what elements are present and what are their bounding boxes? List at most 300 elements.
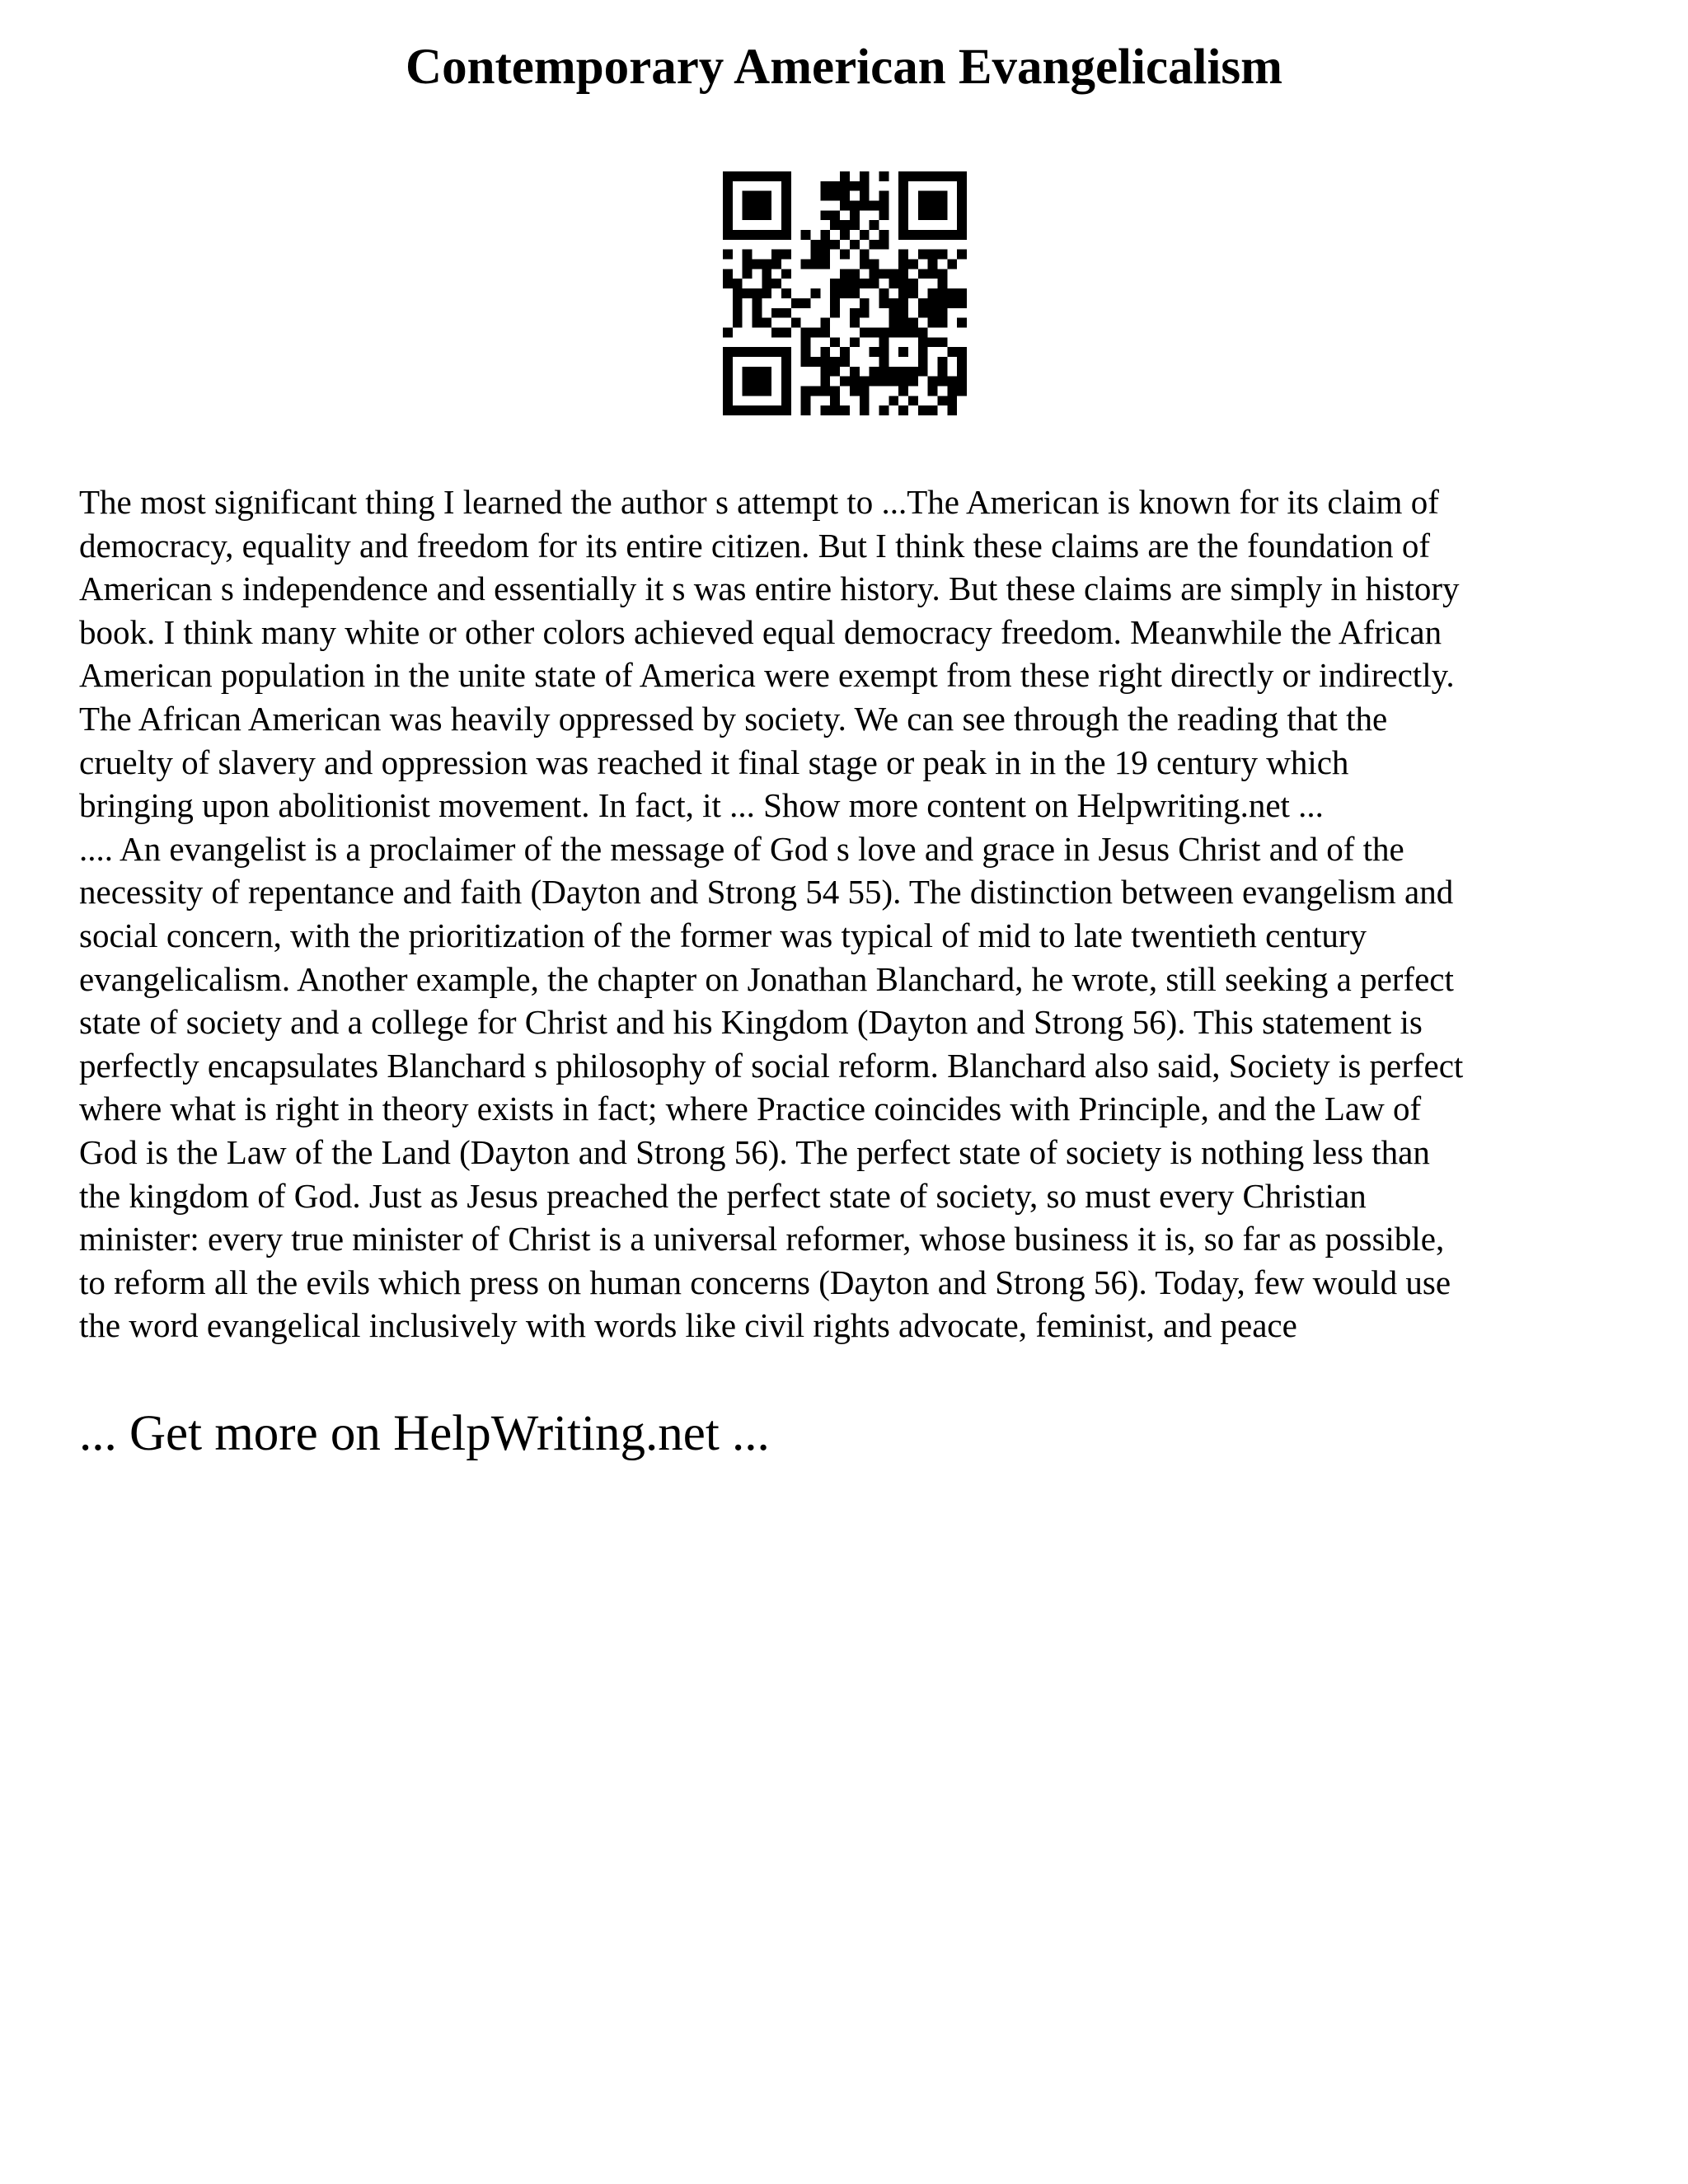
qr-module <box>840 171 850 181</box>
qr-module <box>762 279 771 288</box>
qr-module <box>957 181 967 191</box>
qr-module <box>811 327 821 337</box>
qr-module <box>733 347 743 357</box>
qr-module <box>898 288 908 298</box>
qr-module <box>762 230 771 240</box>
qr-module <box>791 318 801 328</box>
qr-module <box>743 230 753 240</box>
qr-module <box>918 347 928 357</box>
qr-module <box>830 210 840 220</box>
qr-module <box>801 337 811 347</box>
qr-module <box>957 288 967 298</box>
qr-module <box>850 240 860 250</box>
qr-module <box>830 181 840 191</box>
qr-module <box>879 298 889 308</box>
qr-module <box>898 367 908 377</box>
qr-module <box>723 377 733 387</box>
qr-module <box>830 298 840 308</box>
qr-module <box>860 396 870 405</box>
qr-module <box>811 260 821 269</box>
qr-module <box>898 327 908 337</box>
qr-module <box>879 327 889 337</box>
qr-module <box>723 210 733 220</box>
qr-module <box>889 396 898 405</box>
qr-module <box>743 201 753 211</box>
qr-module <box>840 405 850 415</box>
qr-module <box>908 279 918 288</box>
qr-module <box>918 405 928 415</box>
qr-module <box>879 288 889 298</box>
qr-module <box>753 201 762 211</box>
qr-module <box>928 337 938 347</box>
qr-module <box>820 230 830 240</box>
qr-module <box>889 308 898 318</box>
qr-module <box>820 405 830 415</box>
qr-module <box>840 220 850 230</box>
qr-module <box>957 377 967 387</box>
qr-module <box>811 288 821 298</box>
qr-module <box>937 201 947 211</box>
qr-module <box>898 181 908 191</box>
qr-module <box>771 171 781 181</box>
qr-module <box>781 347 791 357</box>
qr-module <box>840 377 850 387</box>
qr-module <box>820 367 830 377</box>
qr-module <box>850 279 860 288</box>
qr-module <box>820 327 830 337</box>
qr-module <box>743 367 753 377</box>
qr-module <box>889 327 898 337</box>
qr-module <box>762 171 771 181</box>
qr-module <box>753 298 762 308</box>
qr-module <box>723 405 733 415</box>
qr-module <box>723 201 733 211</box>
qr-module <box>753 171 762 181</box>
qr-module <box>830 220 840 230</box>
qr-module <box>918 327 928 337</box>
qr-module <box>947 288 957 298</box>
qr-module <box>743 171 753 181</box>
qr-module <box>840 269 850 279</box>
qr-module <box>860 201 870 211</box>
qr-module <box>918 191 928 201</box>
qr-module <box>937 171 947 181</box>
qr-module <box>781 308 791 318</box>
body-line: the word evangelical inclusively with words like civil rights advocate, feminist, and peace <box>79 1306 1297 1345</box>
qr-module <box>820 260 830 269</box>
qr-module <box>937 250 947 260</box>
qr-module <box>801 405 811 415</box>
qr-module <box>762 210 771 220</box>
qr-module <box>771 405 781 415</box>
qr-module <box>860 230 870 240</box>
qr-module <box>937 298 947 308</box>
qr-module <box>918 250 928 260</box>
qr-module <box>898 298 908 308</box>
qr-module <box>733 230 743 240</box>
qr-module <box>898 318 908 328</box>
qr-module <box>937 308 947 318</box>
qr-module <box>860 377 870 387</box>
qr-module <box>801 347 811 357</box>
qr-module <box>898 279 908 288</box>
qr-module <box>898 171 908 181</box>
qr-module <box>850 288 860 298</box>
qr-module <box>850 386 860 396</box>
qr-module <box>889 269 898 279</box>
article-body <box>79 480 1625 1347</box>
qr-module <box>918 298 928 308</box>
body-line: American population in the unite state of America were exempt from these right directly or indirectly. <box>79 656 1455 695</box>
qr-module <box>801 298 811 308</box>
qr-module <box>870 347 879 357</box>
qr-module <box>723 181 733 191</box>
qr-module <box>850 201 860 211</box>
qr-module <box>918 367 928 377</box>
qr-module <box>870 240 879 250</box>
qr-module <box>801 260 811 269</box>
qr-module <box>860 298 870 308</box>
qr-module <box>947 347 957 357</box>
qr-module <box>879 367 889 377</box>
qr-module <box>898 210 908 220</box>
qr-module <box>928 260 938 269</box>
qr-module <box>898 230 908 240</box>
qr-module <box>879 377 889 387</box>
qr-module <box>850 210 860 220</box>
qr-module <box>781 210 791 220</box>
body-line: democracy, equality and freedom for its entire citizen. But I think these claims are the foundation of <box>79 526 1431 565</box>
qr-module <box>723 171 733 181</box>
qr-module <box>753 260 762 269</box>
qr-module <box>753 318 762 328</box>
qr-module <box>928 308 938 318</box>
qr-module <box>908 318 918 328</box>
qr-module <box>743 191 753 201</box>
qr-module <box>898 260 908 269</box>
qr-module <box>860 308 870 318</box>
qr-module <box>781 269 791 279</box>
qr-module <box>781 396 791 405</box>
qr-module <box>889 279 898 288</box>
qr-module <box>870 201 879 211</box>
qr-module <box>801 327 811 337</box>
qr-module <box>928 288 938 298</box>
qr-module <box>781 171 791 181</box>
qr-module <box>840 279 850 288</box>
qr-module <box>811 386 821 396</box>
qr-module <box>937 357 947 367</box>
qr-module <box>753 347 762 357</box>
qr-module <box>840 357 850 367</box>
qr-module <box>791 298 801 308</box>
qr-module <box>918 308 928 318</box>
qr-module <box>753 191 762 201</box>
qr-module <box>840 288 850 298</box>
qr-module <box>723 250 733 260</box>
qr-module <box>811 240 821 250</box>
qr-module <box>743 347 753 357</box>
body-line: social concern, with the prioritization of the former was typical of mid to late twentieth century <box>79 916 1367 954</box>
qr-module <box>860 405 870 415</box>
qr-module <box>928 318 938 328</box>
qr-module <box>947 171 957 181</box>
qr-module <box>928 250 938 260</box>
qr-module <box>771 230 781 240</box>
qr-module <box>723 220 733 230</box>
qr-module <box>850 308 860 318</box>
qr-module <box>850 318 860 328</box>
qr-module <box>723 327 733 337</box>
qr-module <box>830 367 840 377</box>
qr-module <box>860 327 870 337</box>
qr-module <box>762 367 771 377</box>
qr-module <box>733 279 743 288</box>
qr-module <box>762 269 771 279</box>
qr-module <box>762 191 771 201</box>
qr-module <box>820 377 830 387</box>
qr-module <box>908 367 918 377</box>
qr-module <box>753 377 762 387</box>
qr-module <box>743 250 753 260</box>
qr-module <box>771 347 781 357</box>
body-line: necessity of repentance and faith (Dayton and Strong 54 55). The distinction between evangelism and <box>79 873 1454 912</box>
qr-module <box>733 288 743 298</box>
body-line: book. I think many white or other colors achieved equal democracy freedom. Meanwhile the African <box>79 612 1442 651</box>
qr-module <box>937 269 947 279</box>
qr-module <box>918 357 928 367</box>
qr-module <box>820 250 830 260</box>
qr-module <box>937 288 947 298</box>
qr-module <box>723 191 733 201</box>
qr-module <box>957 250 967 260</box>
qr-module <box>723 367 733 377</box>
qr-module <box>820 347 830 357</box>
qr-module <box>928 210 938 220</box>
qr-module <box>937 367 947 377</box>
qr-module <box>733 405 743 415</box>
qr-module <box>743 288 753 298</box>
qr-module <box>957 201 967 211</box>
qr-module <box>771 250 781 260</box>
qr-module <box>771 260 781 269</box>
qr-module <box>957 386 967 396</box>
qr-module <box>879 240 889 250</box>
qr-module <box>957 191 967 201</box>
qr-module <box>830 386 840 396</box>
qr-module <box>928 405 938 415</box>
qr-module <box>908 396 918 405</box>
qr-module <box>898 191 908 201</box>
qr-module <box>937 279 947 288</box>
qr-module <box>918 230 928 240</box>
qr-module <box>898 405 908 415</box>
qr-module <box>762 288 771 298</box>
body-line: evangelicalism. Another example, the chapter on Jonathan Blanchard, he wrote, still seeking a perfect <box>79 959 1454 998</box>
qr-module <box>889 318 898 328</box>
qr-module <box>830 405 840 415</box>
qr-module <box>957 210 967 220</box>
qr-module <box>870 279 879 288</box>
qr-module <box>908 230 918 240</box>
qr-module <box>840 347 850 357</box>
qr-module <box>840 191 850 201</box>
qr-module <box>830 396 840 405</box>
qr-module <box>957 298 967 308</box>
qr-module <box>879 230 889 240</box>
qr-module <box>908 288 918 298</box>
get-more-link[interactable]: ... Get more on HelpWriting.net ... <box>79 1406 770 1461</box>
qr-module <box>723 386 733 396</box>
qr-module <box>918 210 928 220</box>
qr-module <box>830 240 840 250</box>
qr-module <box>733 171 743 181</box>
qr-module <box>830 279 840 288</box>
qr-module <box>957 347 967 357</box>
qr-module <box>879 337 889 347</box>
qr-module <box>898 220 908 230</box>
qr-module <box>781 386 791 396</box>
body-line: The most significant thing I learned the author s attempt to ...The American is known for its claim of <box>79 483 1439 521</box>
qr-module <box>860 386 870 396</box>
qr-module <box>889 367 898 377</box>
qr-module <box>947 386 957 396</box>
body-line: minister: every true minister of Christ is a universal reformer, whose business it is, so far as possible, <box>79 1220 1445 1258</box>
qr-module <box>801 396 811 405</box>
qr-module <box>860 279 870 288</box>
qr-module <box>733 318 743 328</box>
qr-module <box>928 171 938 181</box>
qr-module <box>908 377 918 387</box>
qr-module <box>879 357 889 367</box>
qr-module <box>811 250 821 260</box>
body-line: .... An evangelist is a proclaimer of the message of God s love and grace in Jesus Christ and of the <box>79 829 1404 868</box>
qr-module <box>860 181 870 191</box>
qr-module <box>771 308 781 318</box>
qr-module <box>820 240 830 250</box>
qr-module <box>820 318 830 328</box>
qr-module <box>850 181 860 191</box>
qr-module <box>840 201 850 211</box>
qr-module <box>879 269 889 279</box>
qr-module <box>889 377 898 387</box>
qr-module <box>879 210 889 220</box>
qr-module <box>781 191 791 201</box>
qr-module <box>898 377 908 387</box>
page-title: Contemporary American Evangelicalism <box>406 40 1282 95</box>
qr-module <box>830 191 840 201</box>
qr-module <box>918 201 928 211</box>
qr-module <box>947 230 957 240</box>
qr-module <box>723 396 733 405</box>
qr-module <box>898 250 908 260</box>
qr-module <box>908 260 918 269</box>
body-line: perfectly encapsulates Blanchard s philosophy of social reform. Blanchard also said, Society is perfect <box>79 1046 1464 1085</box>
qr-module <box>781 357 791 367</box>
qr-module <box>850 269 860 279</box>
body-line: American s independence and essentially it s was entire history. But these claims are simply in history <box>79 569 1460 608</box>
qr-module <box>870 377 879 387</box>
qr-module <box>743 260 753 269</box>
qr-module <box>743 377 753 387</box>
qr-module <box>801 230 811 240</box>
qr-module <box>733 298 743 308</box>
qr-module <box>870 260 879 269</box>
qr-module <box>860 250 870 260</box>
qr-module <box>957 367 967 377</box>
qr-module <box>850 377 860 387</box>
qr-module <box>781 405 791 415</box>
qr-module <box>937 210 947 220</box>
qr-module <box>781 181 791 191</box>
qr-module <box>947 298 957 308</box>
body-line: where what is right in theory exists in fact; where Practice coincides with Principle, and the Law of <box>79 1090 1422 1128</box>
qr-module <box>820 357 830 367</box>
qr-module <box>762 386 771 396</box>
qr-module <box>957 220 967 230</box>
qr-module <box>870 327 879 337</box>
qr-module <box>781 327 791 337</box>
qr-module <box>743 386 753 396</box>
qr-module <box>830 308 840 318</box>
qr-module <box>860 191 870 201</box>
qr-module <box>870 269 879 279</box>
qr-module <box>947 377 957 387</box>
qr-module <box>889 298 898 308</box>
qr-module <box>762 377 771 387</box>
body-line: The African American was heavily oppressed by society. We can see through the reading that the <box>79 699 1388 738</box>
qr-module <box>879 405 889 415</box>
qr-module <box>928 269 938 279</box>
qr-module <box>753 405 762 415</box>
qr-module <box>918 269 928 279</box>
qr-module <box>928 377 938 387</box>
qr-module <box>928 298 938 308</box>
qr-code-icon <box>723 171 967 415</box>
qr-module <box>928 191 938 201</box>
qr-module <box>723 347 733 357</box>
qr-module <box>937 318 947 328</box>
qr-module <box>937 230 947 240</box>
qr-module <box>820 210 830 220</box>
qr-module <box>937 191 947 201</box>
qr-module <box>957 230 967 240</box>
qr-module <box>743 405 753 415</box>
qr-module <box>801 386 811 396</box>
body-line: cruelty of slavery and oppression was reached it final stage or peak in in the 19 century which <box>79 743 1349 781</box>
qr-module <box>850 220 860 230</box>
qr-module <box>957 357 967 367</box>
qr-module <box>781 220 791 230</box>
qr-module <box>811 357 821 367</box>
qr-module <box>957 318 967 328</box>
qr-module <box>781 367 791 377</box>
qr-module <box>762 201 771 211</box>
qr-module <box>879 191 889 201</box>
qr-module <box>753 308 762 318</box>
qr-module <box>870 220 879 230</box>
qr-module <box>898 308 908 318</box>
qr-module <box>771 327 781 337</box>
qr-module <box>898 347 908 357</box>
qr-module <box>918 171 928 181</box>
qr-module <box>937 377 947 387</box>
qr-module <box>753 230 762 240</box>
qr-module <box>753 367 762 377</box>
qr-module <box>898 201 908 211</box>
qr-module <box>879 201 889 211</box>
qr-module <box>743 269 753 279</box>
